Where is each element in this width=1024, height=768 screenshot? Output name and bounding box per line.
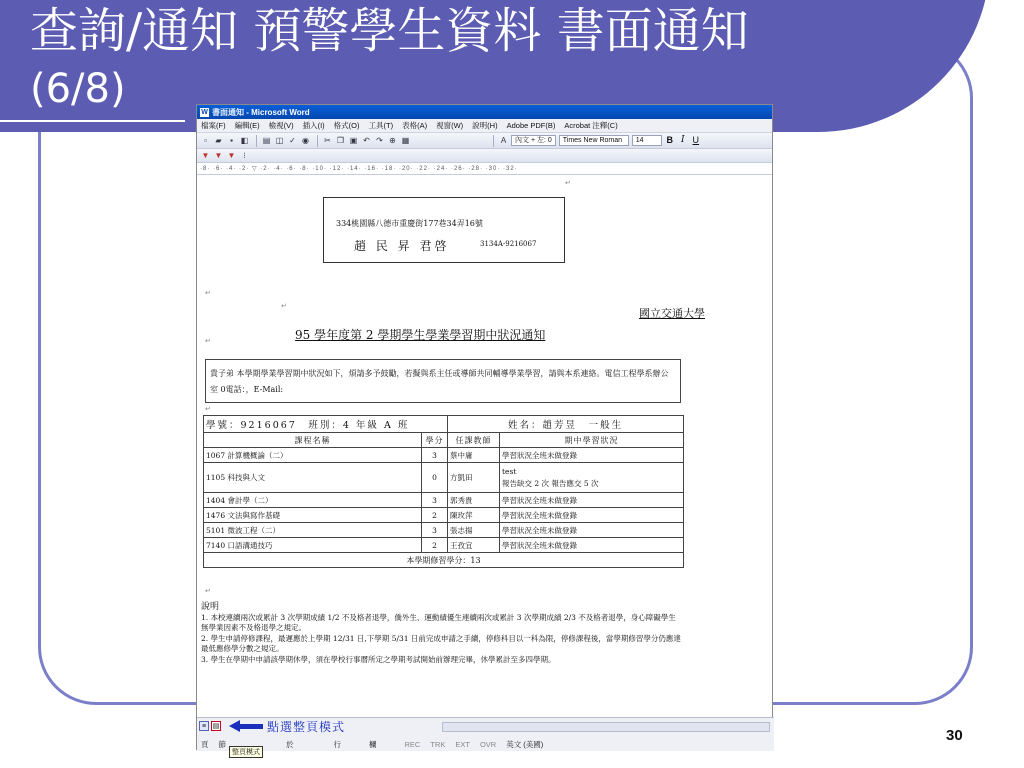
permission-icon[interactable]: ◧	[240, 136, 249, 145]
title-divider	[0, 120, 185, 122]
course-teacher: 張志揚	[448, 523, 500, 538]
status-ext[interactable]: EXT	[455, 739, 470, 749]
student-name-cell	[448, 416, 684, 433]
course-teacher: 陳玫萍	[448, 508, 500, 523]
save-icon[interactable]: ▪	[230, 136, 233, 145]
recipient-name: 趙 民 昇 君啓	[354, 239, 450, 253]
annotation-hint: 點選整頁模式	[267, 720, 346, 734]
table-icon[interactable]: ▦	[401, 136, 410, 145]
print-icon[interactable]: ▤	[262, 136, 271, 145]
university-name: 國立交通大學	[639, 307, 705, 320]
normal-view-button[interactable]: ≡	[199, 721, 209, 731]
spelling-icon[interactable]: ✓	[289, 136, 296, 145]
course-name: 1105 科技與人文	[204, 463, 422, 493]
intro-text: 貴子弟 本學期學業學習期中狀況如下，煩請多予鼓勵，若擬與系主任或導師共同輔導學業學習，請與本系連絡。電信工程學系辦公室 0電話：，E-Mail:	[205, 359, 681, 403]
menu-adobe-pdf[interactable]: Adobe PDF(B)	[506, 121, 556, 130]
status-rec[interactable]: REC	[404, 739, 421, 749]
status-bar	[197, 736, 774, 752]
notes-section	[201, 602, 683, 665]
table-row	[204, 448, 684, 463]
word-titlebar	[197, 105, 772, 119]
toolbar-separator	[317, 135, 318, 147]
table-row	[204, 508, 684, 523]
horizontal-ruler[interactable]: ·8· ·6· ·4· ·2· ▽ ·2· ·4· ·6· ·8· ·10· ·12· ·14· ·16· ·18· ·20· ·22· ·24· ·26· ·28· ·30· ·32·	[197, 163, 772, 175]
status-language: 英文 (美國)	[506, 739, 544, 749]
paragraph-mark: ↵	[281, 303, 287, 310]
course-status: 學習狀況全班未做登錄	[500, 493, 684, 508]
word-app-icon: W	[201, 108, 208, 116]
status-line: 行	[333, 739, 341, 749]
paragraph-mark: ↵	[205, 406, 211, 413]
slide-page-number: 30	[946, 727, 963, 744]
hyperlink-icon[interactable]: ⊕	[389, 136, 396, 145]
course-name: 7140 口語溝通技巧	[204, 538, 422, 553]
course-teacher: 王孜宜	[448, 538, 500, 553]
table-row	[204, 538, 684, 553]
slide-subtitle: (6/8)	[30, 66, 126, 112]
notes-title: 說明	[201, 602, 220, 612]
research-icon[interactable]: ◉	[302, 136, 309, 145]
menu-bar	[197, 119, 772, 133]
status-position: 於	[286, 739, 294, 749]
course-credits: 3	[422, 448, 448, 463]
paragraph-mark: ↵	[565, 180, 571, 187]
menu-view[interactable]: 檢視(V)	[268, 121, 294, 130]
address-line: 334桃園縣八德市重慶街177巷34弄16號	[336, 219, 483, 228]
student-number-cell	[204, 416, 448, 433]
course-status: 學習狀況全班未做登錄	[500, 508, 684, 523]
status-column: 欄	[369, 739, 377, 749]
view-tooltip: 整頁模式	[229, 746, 263, 758]
class-value: 4 年級 A 班	[342, 420, 410, 431]
menu-window[interactable]: 視窗(W)	[436, 121, 464, 130]
menu-acrobat-comments[interactable]: Acrobat 注釋(C)	[564, 121, 618, 130]
table-row	[204, 523, 684, 538]
notice-title: 95 學年度第 2 學期學生學業學習期中狀況通知	[295, 328, 546, 342]
page-layout-view-button[interactable]: ▤	[212, 723, 220, 730]
pdf-email-icon[interactable]: ▼	[214, 151, 223, 160]
document-page[interactable]	[197, 175, 772, 720]
note-item: 1. 本校連續兩次或累計 3 次學期成績 1/2 不及格者退學，僑外生、運動績優生連續兩次或累計 3 次學期成績 2/3 不及格者退學，身心障礙學生無學業因素不及格退學之規定。	[201, 612, 676, 632]
paragraph-mark: ↵	[205, 338, 211, 345]
menu-insert[interactable]: 插入(I)	[302, 121, 325, 130]
header-course: 課程名稱	[204, 433, 422, 448]
address-box	[323, 197, 565, 263]
pdf-convert-icon[interactable]: ▼	[201, 151, 210, 160]
note-item: 2. 學生申請停修課程，最遲應於上學期 12/31 日,下學期 5/31 日前完成申請之手續，停修科目以一科為限，停修課程後，當學期修習學分仍應達最低應修學分數之規定。	[201, 633, 681, 653]
toolbar-separator	[256, 135, 257, 147]
course-credits: 2	[422, 538, 448, 553]
course-name: 1404 會計學（二）	[204, 493, 422, 508]
course-status: 報告缺交 2 次 報告應交 5 次	[502, 478, 599, 488]
course-credits: 0	[422, 463, 448, 493]
menu-format[interactable]: 格式(O)	[333, 121, 360, 130]
menu-table[interactable]: 表格(A)	[402, 121, 428, 130]
underline-button[interactable]: U	[692, 135, 700, 145]
header-status: 期中學習狀況	[500, 433, 684, 448]
undo-icon[interactable]: ↶	[363, 136, 370, 145]
arrow-shaft	[239, 724, 263, 729]
student-no: 9216067	[240, 420, 297, 431]
course-name: 1067 計算機概論（二）	[204, 448, 422, 463]
arrow-head	[229, 720, 240, 732]
paste-icon[interactable]: ▣	[349, 136, 358, 145]
styles-icon[interactable]: A	[500, 136, 507, 145]
new-document-icon[interactable]: ▫	[204, 136, 207, 145]
menu-help[interactable]: 說明(H)	[472, 121, 498, 130]
menu-tools[interactable]: 工具(T)	[368, 121, 394, 130]
font-dropdown[interactable]: Times New Roman	[559, 135, 629, 146]
name-label: 姓名：	[508, 420, 543, 431]
student-name: 趙芳昱	[542, 420, 578, 431]
pointer-arrow-icon	[229, 722, 263, 730]
pdf-review-icon[interactable]: ▼	[227, 151, 236, 160]
course-status: 學習狀況全班未做登錄	[500, 448, 684, 463]
menu-file[interactable]: 檔案(F)	[201, 121, 226, 130]
course-credits: 2	[422, 508, 448, 523]
total-credits: 本學期修習學分：13	[204, 553, 684, 568]
course-teacher: 方凱田	[448, 463, 500, 493]
toolbar-separator	[493, 135, 494, 147]
table-row	[204, 463, 684, 493]
course-status-note: test	[502, 466, 517, 476]
student-status: 一般生	[588, 420, 624, 431]
course-name: 1476 文法與寫作基礎	[204, 508, 422, 523]
header-credits: 學分	[422, 433, 448, 448]
course-teacher: 蔡中庸	[448, 448, 500, 463]
print-preview-icon[interactable]: ◫	[275, 136, 284, 145]
course-name: 5101 微波工程（二）	[204, 523, 422, 538]
slide-title: 查詢/通知 預警學生資料 書面通知	[30, 3, 749, 59]
student-no-label: 學號：	[206, 420, 241, 431]
class-label: 班別：	[308, 420, 343, 431]
bold-button[interactable]: B	[666, 135, 674, 145]
course-status-cell	[500, 463, 684, 493]
style-dropdown[interactable]: 內文 + 左: 0	[511, 135, 556, 146]
font-size-dropdown[interactable]: 14	[632, 135, 662, 146]
status-section: 節	[218, 739, 226, 749]
note-item: 3. 學生在學期中申請該學期休學，須在學校行事曆所定之學期考試開始前辦理完畢，休學累計至多四學期。	[201, 654, 556, 664]
italic-button[interactable]: I	[680, 135, 685, 145]
standard-toolbar	[197, 133, 772, 149]
status-page: 頁	[201, 739, 209, 749]
header-teacher: 任課教師	[448, 433, 500, 448]
paragraph-mark: ↵	[205, 588, 211, 595]
menu-edit[interactable]: 編輯(E)	[234, 121, 260, 130]
window-title: 書面通知 - Microsoft Word	[212, 107, 310, 117]
course-status: 學習狀況全班未做登錄	[500, 523, 684, 538]
open-folder-icon[interactable]: ▰	[215, 136, 222, 145]
redo-icon[interactable]: ↷	[376, 136, 383, 145]
toolbar-options-icon[interactable]: ⁝	[243, 151, 246, 160]
course-credits: 3	[422, 523, 448, 538]
extra-toolbar	[197, 149, 772, 163]
status-ovr[interactable]: OVR	[479, 739, 497, 749]
horizontal-scrollbar[interactable]	[442, 722, 770, 732]
word-window-screenshot	[196, 104, 773, 756]
table-row	[204, 493, 684, 508]
paragraph-mark: ↵	[205, 290, 211, 297]
status-trk[interactable]: TRK	[430, 739, 446, 749]
cut-icon[interactable]: ✂	[324, 136, 331, 145]
status-area	[197, 717, 774, 756]
recipient-id: 3134A-9216067	[480, 240, 537, 248]
course-teacher: 郭秀貴	[448, 493, 500, 508]
course-status: 學習狀況全班未做登錄	[500, 538, 684, 553]
course-credits: 3	[422, 493, 448, 508]
grades-table	[203, 415, 684, 568]
copy-icon[interactable]: ❐	[336, 136, 345, 145]
